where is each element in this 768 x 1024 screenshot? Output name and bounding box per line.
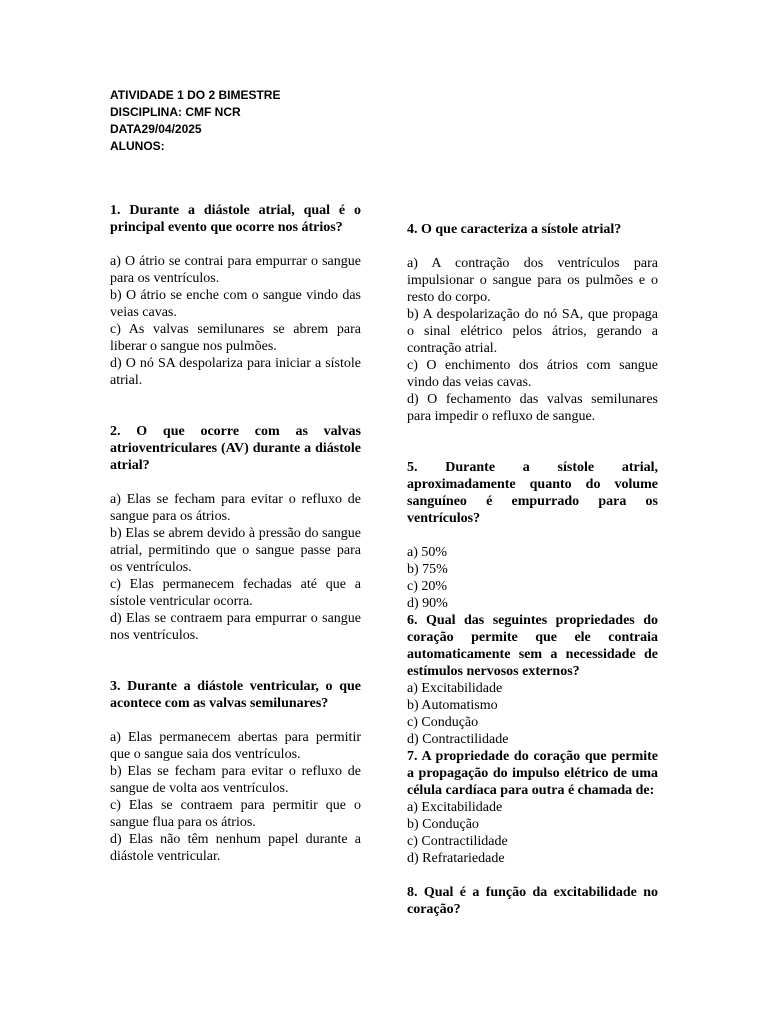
question-3-option-a: a) Elas permanecem abertas para permitir que o sangue saia dos ventrículos.	[110, 730, 361, 762]
question-1-option-a: a) O átrio se contrai para empurrar o sangue para os ventrículos.	[110, 254, 361, 286]
activity-title: ATIVIDADE 1 DO 2 BIMESTRE	[110, 88, 281, 102]
question-3: 3. Durante a diástole ventricular, o que acontece com as valvas semilunares?	[110, 679, 361, 711]
date-label: DATA29/04/2025	[110, 122, 202, 136]
question-4-option-a: a) A contração dos ventrículos para impulsionar o sangue para os pulmões e o resto do corpo.	[407, 256, 658, 305]
question-7: 7. A propriedade do coração que permite a propagação do impulso elétrico de uma célula cardíaca para outra é chamada de:	[407, 749, 658, 798]
students-label: ALUNOS:	[110, 139, 165, 153]
question-2: 2. O que ocorre com as valvas atrioventriculares (AV) durante a diástole atrial?	[110, 424, 361, 473]
question-5-option-b: b) 75%	[407, 562, 448, 577]
question-5-option-d: d) 90%	[407, 596, 448, 611]
right-column	[407, 221, 658, 918]
question-5-option-c: c) 20%	[407, 579, 448, 594]
question-3-option-d: d) Elas não têm nenhum papel durante a diástole ventricular.	[110, 832, 361, 864]
question-7-option-c: c) Contractilidade	[407, 834, 508, 849]
question-4: 4. O que caracteriza a sístole atrial?	[407, 222, 622, 237]
question-5: 5. Durante a sístole atrial, aproximadamente quanto do volume sanguíneo é empurrado para os ventrículos?	[407, 460, 658, 526]
question-5-option-a: a) 50%	[407, 545, 448, 560]
question-1-option-c: c) As valvas semilunares se abrem para liberar o sangue nos pulmões.	[110, 322, 361, 354]
question-1: 1. Durante a diástole atrial, qual é o principal evento que ocorre nos átrios?	[110, 203, 361, 235]
left-column	[110, 202, 361, 865]
question-1-option-d: d) O nó SA despolariza para iniciar a sístole atrial.	[110, 356, 361, 388]
question-6: 6. Qual das seguintes propriedades do coração permite que ele contraia automaticamente sem a necessidade de estímulos nervosos externos?	[407, 613, 658, 679]
question-7-option-a: a) Excitabilidade	[407, 800, 503, 815]
question-4-option-b: b) A despolarização do nó SA, que propaga o sinal elétrico pelos átrios, gerando a contração atrial.	[407, 307, 658, 356]
question-6-option-c: c) Condução	[407, 715, 479, 730]
question-7-option-d: d) Refratariedade	[407, 851, 505, 866]
question-2-option-d: d) Elas se contraem para empurrar o sangue nos ventrículos.	[110, 611, 361, 643]
question-1-option-b: b) O átrio se enche com o sangue vindo das veias cavas.	[110, 288, 361, 320]
question-8: 8. Qual é a função da excitabilidade no coração?	[407, 885, 658, 917]
question-2-option-b: b) Elas se abrem devido à pressão do sangue atrial, permitindo que o sangue passe para os ventrículos.	[110, 526, 361, 575]
question-6-option-d: d) Contractilidade	[407, 732, 509, 747]
question-2-option-a: a) Elas se fecham para evitar o refluxo de sangue para os átrios.	[110, 492, 361, 524]
question-4-option-c: c) O enchimento dos átrios com sangue vindo das veias cavas.	[407, 358, 658, 390]
document-header	[110, 87, 280, 155]
question-6-option-a: a) Excitabilidade	[407, 681, 503, 696]
question-3-option-c: c) Elas se contraem para permitir que o sangue flua para os átrios.	[110, 798, 361, 830]
discipline-label: DISCIPLINA: CMF NCR	[110, 105, 241, 119]
question-2-option-c: c) Elas permanecem fechadas até que a sístole ventricular ocorra.	[110, 577, 361, 609]
question-3-option-b: b) Elas se fecham para evitar o refluxo de sangue de volta aos ventrículos.	[110, 764, 361, 796]
question-4-option-d: d) O fechamento das valvas semilunares para impedir o refluxo de sangue.	[407, 392, 658, 424]
question-7-option-b: b) Condução	[407, 817, 479, 832]
question-6-option-b: b) Automatismo	[407, 698, 498, 713]
